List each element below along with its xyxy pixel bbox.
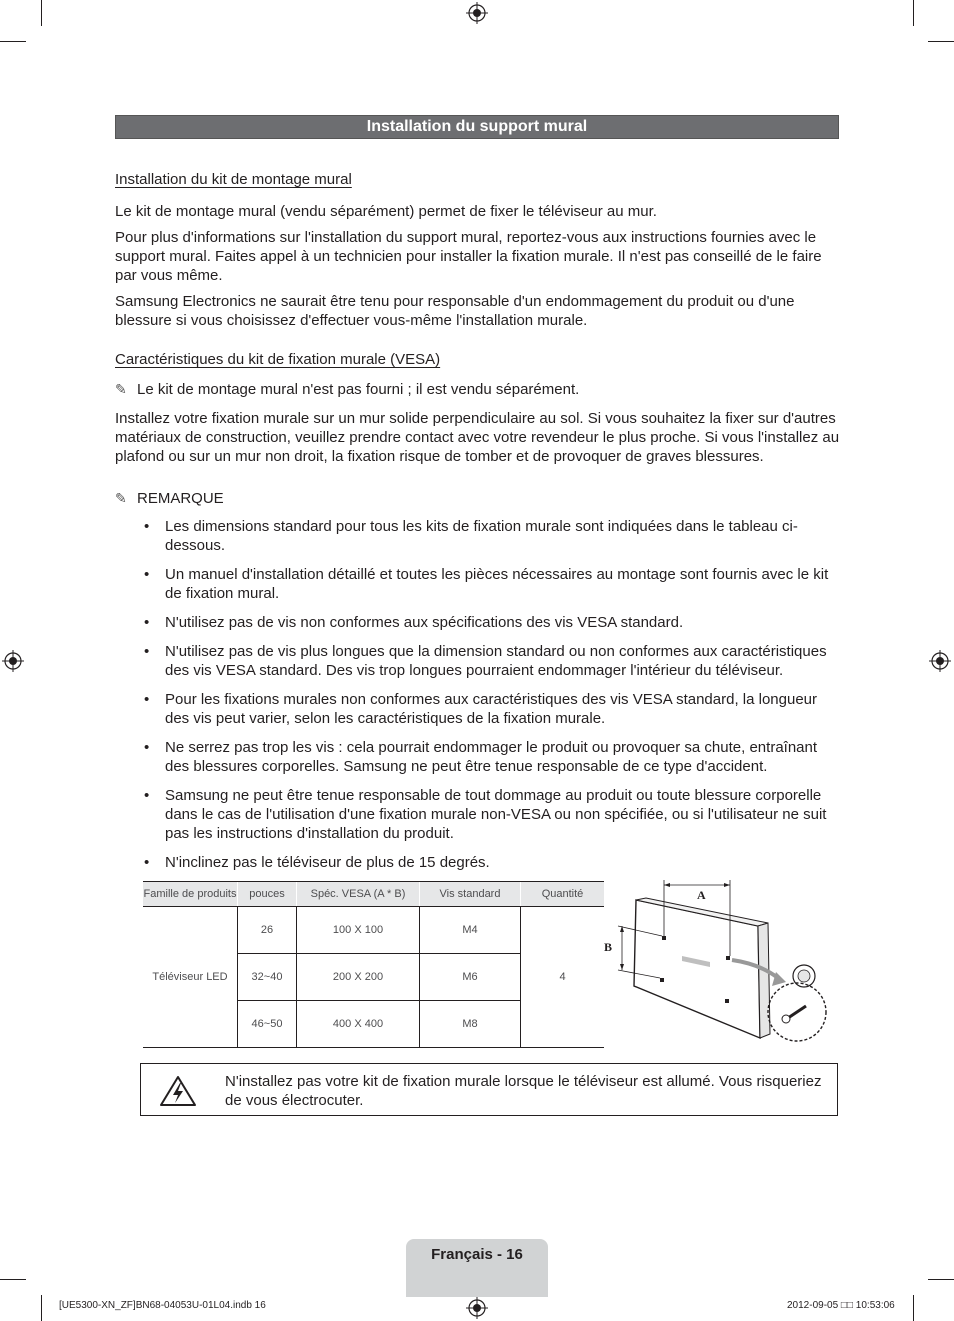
crop-mark — [928, 1279, 954, 1280]
remark-list — [140, 517, 840, 882]
list-item: • N'inclinez pas le téléviseur de plus de 15 degrés. — [144, 854, 490, 871]
registration-mark-icon — [466, 2, 488, 24]
warning-text: N'installez pas votre kit de fixation murale lorsque le téléviseur est allumé. Vous risqueriez de vous électrocuter. — [225, 1073, 822, 1109]
note — [115, 380, 579, 399]
remark-label: REMARQUE — [137, 490, 224, 507]
dimension-label-b: B — [604, 940, 613, 954]
table-cell: M8 — [420, 1001, 521, 1048]
column-header: Vis standard — [420, 882, 521, 907]
pencil-note-icon: ✎ — [115, 381, 127, 397]
list-item: • Les dimensions standard pour tous les kits de fixation murale sont indiquées dans le tableau ci-dessous. — [144, 518, 798, 554]
paragraph: Pour plus d'informations sur l'installation du support mural, reportez-vous aux instructions fournies avec le support mural. Faites appel à un technicien pour installer la fixation murale. Il n'est pas conseillé de le faire par vous même. — [115, 229, 822, 284]
tv-wall-mount-diagram — [600, 878, 836, 1046]
electric-shock-warning-icon — [159, 1075, 197, 1107]
table-cell: 32~40 — [238, 954, 297, 1001]
table-cell: 46~50 — [238, 1001, 297, 1048]
print-slug-right: 2012-09-05 □□ 10:53:06 — [787, 1300, 895, 1311]
registration-mark-icon — [2, 650, 24, 672]
pencil-note-icon: ✎ — [115, 490, 127, 506]
note-text: Le kit de montage mural n'est pas fourni ; il est vendu séparément. — [137, 381, 580, 398]
table-row — [143, 907, 604, 954]
list-item: • N'utilisez pas de vis non conformes aux spécifications des vis VESA standard. — [144, 614, 684, 631]
remark-heading — [115, 489, 224, 508]
column-header: pouces — [238, 882, 297, 907]
print-slug-left: [UE5300-XN_ZF]BN68-04053U-01L04.indb 16 — [59, 1300, 266, 1311]
page-number-tab: Français - 16 — [406, 1239, 548, 1297]
product-family-cell: Téléviseur LED — [143, 907, 238, 1048]
crop-mark — [41, 0, 42, 26]
table-cell: 26 — [238, 907, 297, 954]
electric-warning-box — [140, 1063, 838, 1116]
section-heading: Caractéristiques du kit de fixation murale (VESA) — [115, 351, 441, 368]
list-item: • Pour les fixations murales non conformes aux caractéristiques des vis VESA standard, la longueur des vis peut varier, selon les caractéristiques de la fixation murale. — [144, 691, 818, 727]
paragraph: Installez votre fixation murale sur un mur solide perpendiculaire au sol. Si vous souhaitez la fixer sur d'autres matériaux de construction, veuillez prendre contact avec votre revendeur le plus proche. Si vous l'installez au plafond ou sur un mur non droit, la fixation risque de tomber et de provoquer de graves blessures. — [115, 410, 840, 465]
table-cell: 200 X 200 — [297, 954, 420, 1001]
list-item: • Un manuel d'installation détaillé et toutes les pièces nécessaires au montage sont fournis avec le kit de fixation mural. — [144, 566, 829, 602]
registration-mark-icon — [466, 1297, 488, 1319]
list-item: • Samsung ne peut être tenue responsable de tout dommage au produit ou toute blessure corporelle dans le cas de l'utilisation d'une fixation murale non-VESA ou non spécifiée, ou si l'utilisateur ne suit pas les instructions d'installation du produit. — [144, 787, 827, 842]
page-title: Installation du support mural — [115, 115, 839, 139]
table-cell: M4 — [420, 907, 521, 954]
table-header-row — [143, 882, 604, 907]
table-cell: M6 — [420, 954, 521, 1001]
registration-mark-icon — [929, 650, 951, 672]
crop-mark — [913, 0, 914, 26]
list-item: • Ne serrez pas trop les vis : cela pourrait endommager le produit ou provoquer sa chute, entraînant des blessures corporelles. Samsung ne peut être tenue responsable de ce type d'accident. — [144, 739, 818, 775]
vesa-spec-table — [143, 881, 604, 1048]
column-header: Spéc. VESA (A * B) — [297, 882, 420, 907]
crop-mark — [41, 1295, 42, 1321]
paragraph: Samsung Electronics ne saurait être tenu pour responsable d'un endommagement du produit ou d'une blessure si vous choisissez d'effectuer vous-même l'installation murale. — [115, 293, 795, 329]
table-cell: 100 X 100 — [297, 907, 420, 954]
paragraph: Le kit de montage mural (vendu séparément) permet de fixer le téléviseur au mur. — [115, 203, 657, 220]
quantity-cell: 4 — [521, 907, 605, 1048]
column-header: Quantité — [521, 882, 605, 907]
dimension-label-a: A — [697, 888, 706, 902]
crop-mark — [928, 41, 954, 42]
section-heading: Installation du kit de montage mural — [115, 171, 352, 188]
column-header: Famille de produits — [143, 882, 238, 907]
crop-mark — [0, 1279, 26, 1280]
list-item: • N'utilisez pas de vis plus longues que la dimension standard ou non conformes aux caractéristiques des vis VESA standard. Des vis trop longues pourraient endommager l'intérieur du téléviseur. — [144, 643, 827, 679]
table-cell: 400 X 400 — [297, 1001, 420, 1048]
crop-mark — [913, 1295, 914, 1321]
crop-mark — [0, 41, 26, 42]
